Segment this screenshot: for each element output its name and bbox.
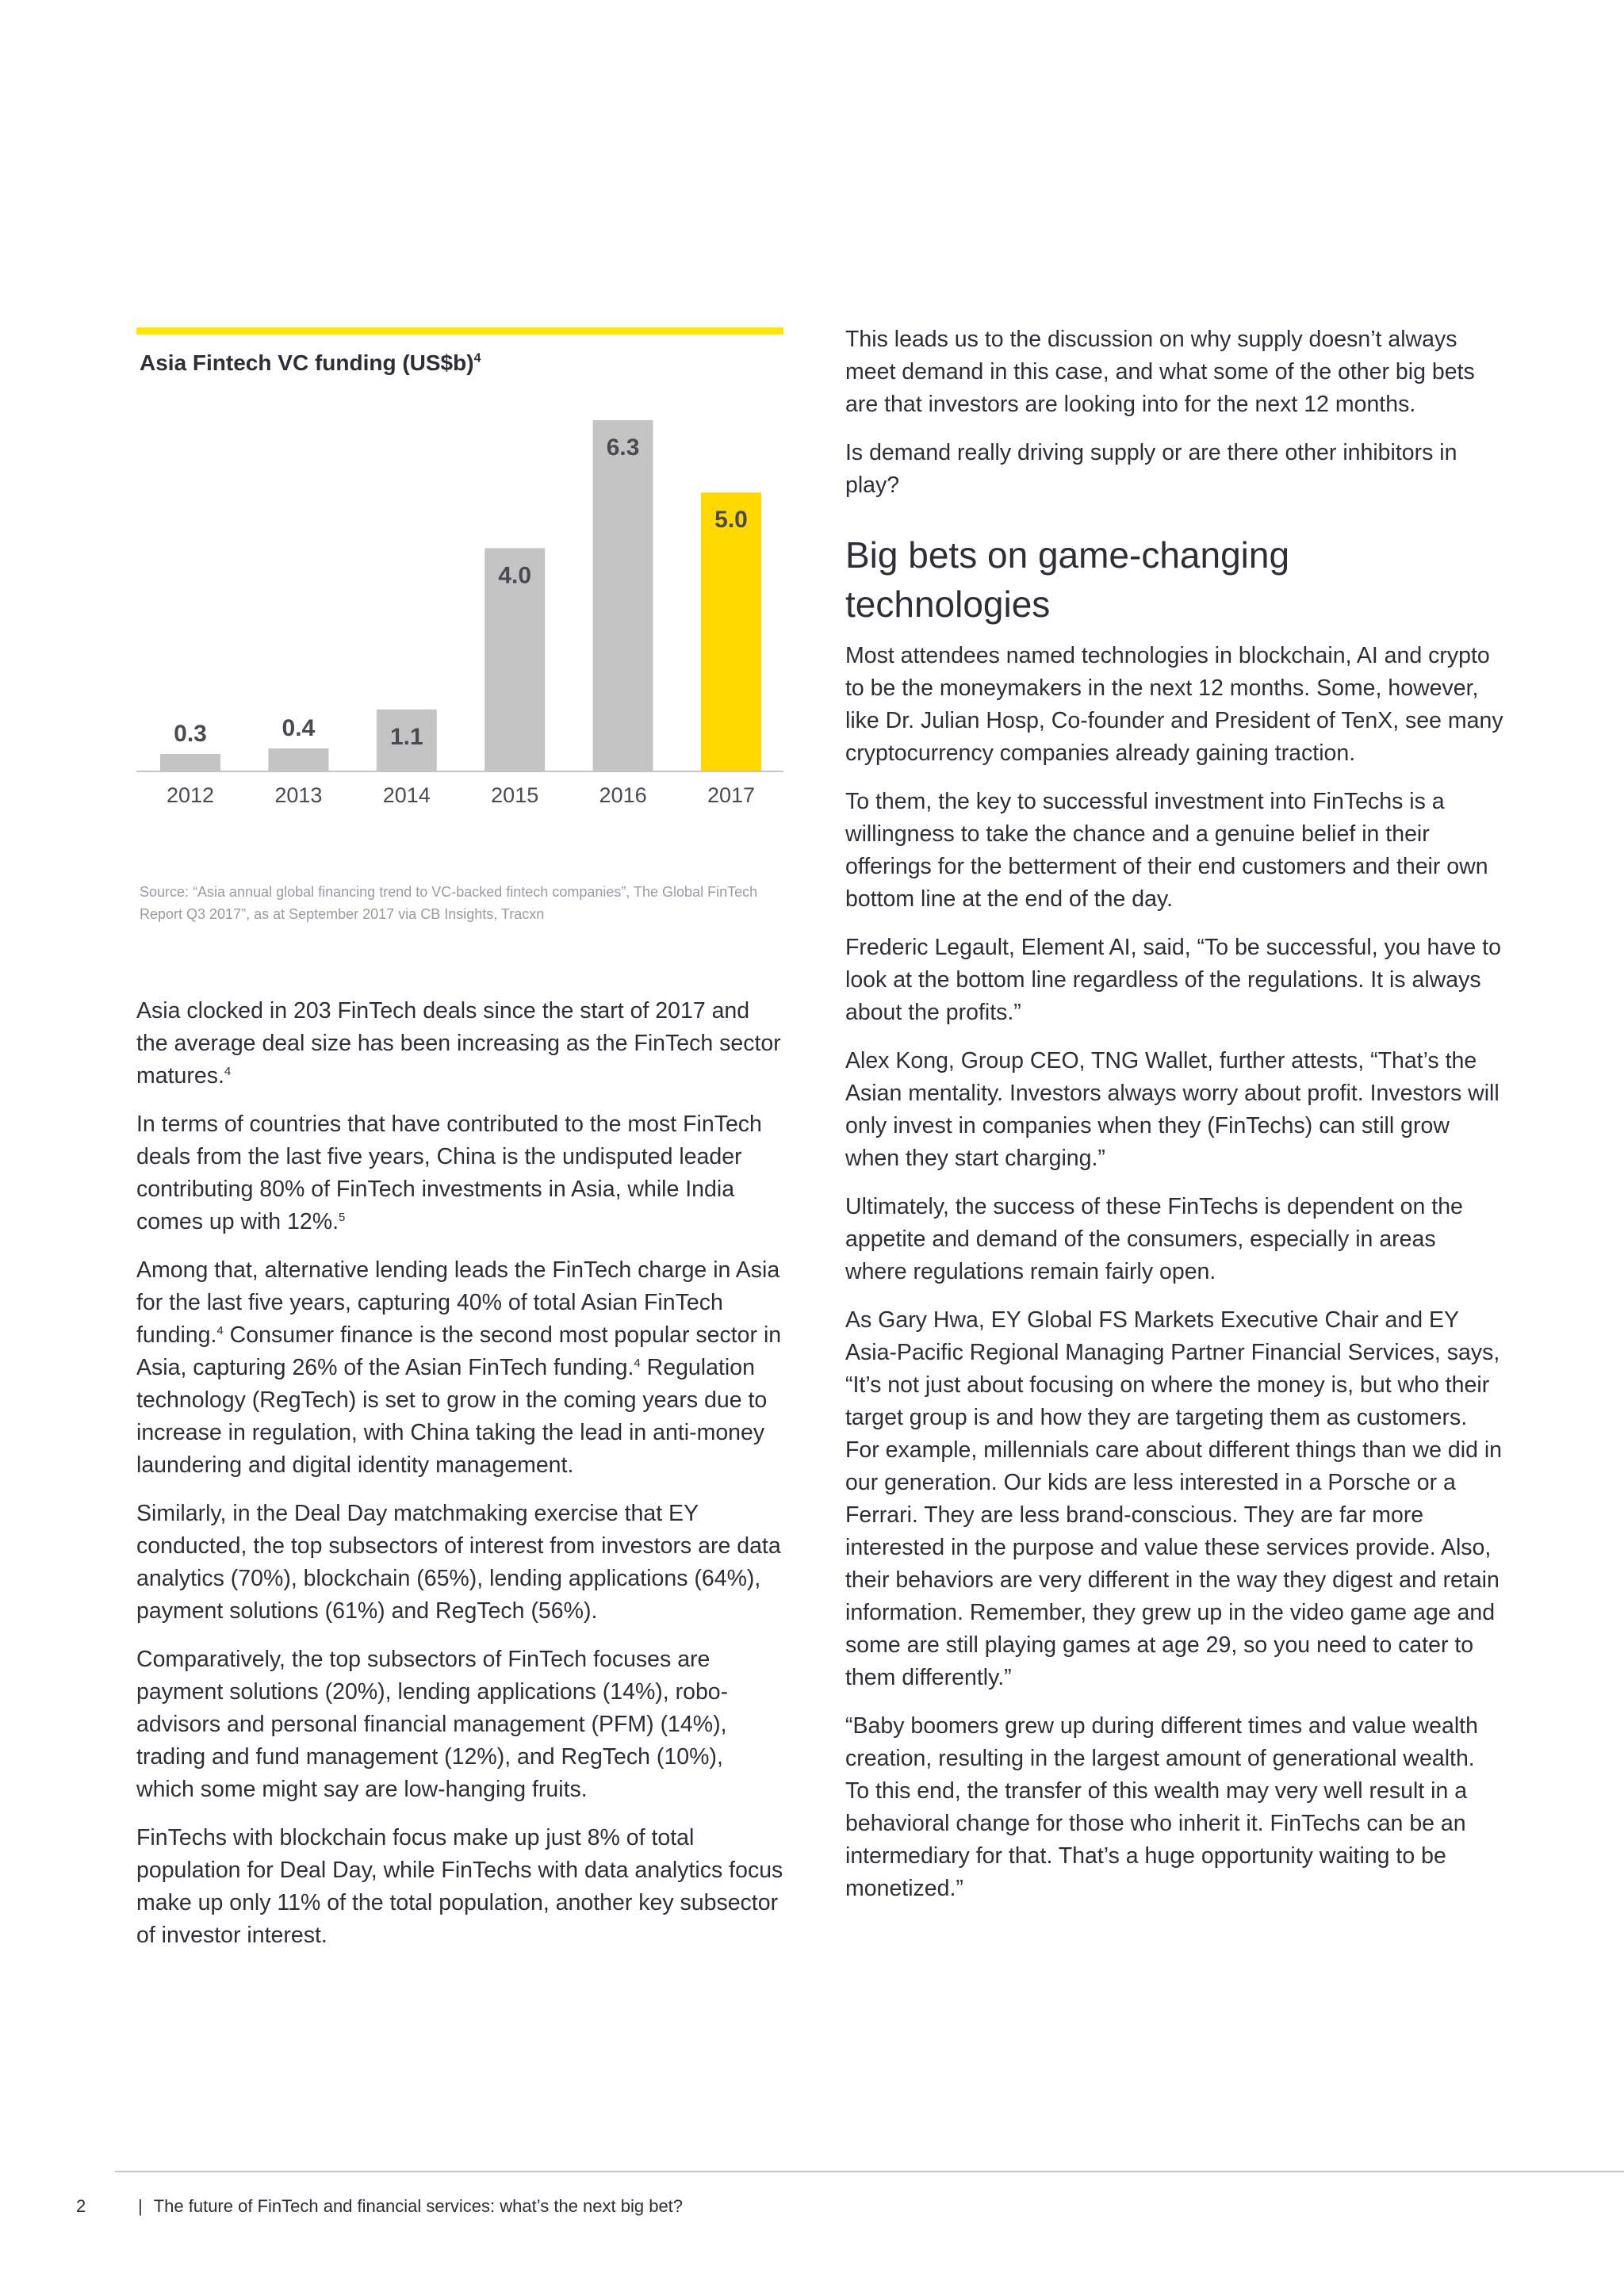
x-tick-label: 2016 xyxy=(599,783,647,807)
chart-source-note: Source: “Asia annual global financing trend to VC-backed fintech companies”, The Global FinTech Report Q3 2017”, as at September 2017 via CB Insights, Tracxn xyxy=(140,884,758,922)
paragraph-text: Comparatively, the top subsectors of FinTech focuses are payment solutions (20%), lending applications (14%), robo-advisors and personal financial management (PFM) (14%), trading and fund management (12%), and RegTech (10%), which some might say are low-hanging fruits. xyxy=(136,1647,729,1802)
body-paragraph: Frederic Legault, Element AI, said, “To be successful, you have to look at the bottom line regardless of the regulations. It is always about the profits.” xyxy=(845,935,1501,1025)
paragraph-text: In terms of countries that have contributed to the most FinTech deals from the last five years, China is the undisputed leader contributing 80% of FinTech investments in Asia, while India comes up with 12%. xyxy=(136,1112,762,1234)
body-paragraph: Alex Kong, Group CEO, TNG Wallet, further attests, “That’s the Asian mentality. Investors always worry about profit. Investors will only invest in companies when they (FinTechs) can still grow when they start charging.” xyxy=(845,1048,1500,1171)
x-tick-label: 2014 xyxy=(382,783,431,807)
bar-value-label: 4.0 xyxy=(498,562,532,589)
paragraph-text: Similarly, in the Deal Day matchmaking exercise that EY conducted, the top subsectors of interest from investors are data analytics (70%), blockchain (65%), lending applications (64%), payment solutions (61%) and RegTech (56%). xyxy=(136,1501,781,1624)
paragraph-text: Consumer finance is the second most popular sector in Asia, capturing 26% of the Asian FinTech funding. xyxy=(136,1322,782,1380)
footnote-ref: 4 xyxy=(224,1065,232,1078)
x-tick-label: 2015 xyxy=(491,783,539,807)
x-tick-label: 2012 xyxy=(166,783,215,807)
body-paragraph: Ultimately, the success of these FinTechs is dependent on the appetite and demand of the consumers, especially in areas where regulations remain fairly open. xyxy=(845,1194,1463,1284)
chart-title-footnote: 4 xyxy=(473,351,481,365)
bar-2013 xyxy=(268,748,328,771)
intro-paragraph-1: This leads us to the discussion on why supply doesn’t always meet demand in this case, and what some of the other big bets are that investors are looking into for the next 12 months. xyxy=(845,327,1475,417)
bar-2017 xyxy=(701,492,761,771)
body-paragraph xyxy=(136,1254,783,1482)
footer-separator: | xyxy=(138,2196,143,2216)
body-paragraph: To them, the key to successful investment into FinTechs is a willingness to take the chance and a genuine belief in their offerings for the betterment of their end customers and their own bottom line at the end of the day. xyxy=(845,789,1488,912)
bar-chart xyxy=(136,375,783,882)
bar-value-label: 0.4 xyxy=(282,714,316,741)
bar-2016 xyxy=(593,420,653,771)
paragraph-text: Among that, alternative lending leads the FinTech charge in Asia for the last five years, capturing 40% of total Asian FinTech funding. xyxy=(136,1257,780,1348)
body-paragraph xyxy=(136,995,783,1093)
body-paragraph xyxy=(136,1108,783,1238)
footnote-ref: 4 xyxy=(634,1357,641,1370)
x-tick-label: 2017 xyxy=(707,783,756,807)
bar-value-label: 0.3 xyxy=(174,720,207,747)
body-paragraph: As Gary Hwa, EY Global FS Markets Executive Chair and EY Asia-Pacific Regional Managing Partner Financial Services, says, “It’s not just about focusing on where the money is, but who their target group is and how they are targeting them as customers. For example, millennials care about different things than we did in our generation. Our kids are less interested in a Porsche or a Ferrari. They are less brand-conscious. They are far more interested in the purpose and value these services provide. Also, their behaviors are very different in the way they digest and retain information. Remember, they grew up in the video game age and some are still playing games at age 29, so you need to cater to them differently.” xyxy=(845,1307,1503,1690)
left-column-text xyxy=(136,995,783,1968)
chart-block xyxy=(136,327,783,922)
chart-title: Asia Fintech VC funding (US$b)$^4$ xyxy=(140,350,481,375)
paragraph-text: FinTechs with blockchain focus make up just 8% of total population for Deal Day, while FinTechs with data analytics focus make up only 11% of the total population, another key subsector of investor interest. xyxy=(136,1825,783,1948)
bar-2012 xyxy=(160,754,220,771)
footnote-ref: 4 xyxy=(216,1324,224,1337)
bar-value-label: 1.1 xyxy=(389,723,423,750)
bar-value-label: 5.0 xyxy=(714,507,748,534)
body-paragraph: “Baby boomers grew up during different times and value wealth creation, resulting in the largest amount of generational wealth. To this end, the transfer of this wealth may very well result in a behavioral change for those who inherit it. FinTechs can be an intermediary for that. That’s a huge opportunity waiting to be monetized.” xyxy=(845,1713,1478,1901)
x-tick-label: 2013 xyxy=(274,783,323,807)
body-paragraph xyxy=(136,1822,783,1952)
footer-divider xyxy=(115,2171,1624,2172)
page-number: 2 xyxy=(76,2196,86,2216)
section-heading: Big bets on game-changing technologies xyxy=(845,534,1290,625)
intro-paragraph-2: Is demand really driving supply or are there other inhibitors in play? xyxy=(845,440,1457,498)
page-footer xyxy=(76,2196,683,2217)
body-paragraph xyxy=(136,1498,783,1628)
paragraph-text: Regulation technology (RegTech) is set to grow in the coming years due to increase in regulation, with China taking the lead in anti-money laundering and digital identity management. xyxy=(136,1355,768,1478)
footnote-ref: 5 xyxy=(339,1211,346,1224)
chart-accent-bar xyxy=(136,327,783,335)
right-column-text xyxy=(845,323,1503,1921)
bar-value-label: 6.3 xyxy=(606,434,640,461)
paragraph-text: Asia clocked in 203 FinTech deals since the start of 2017 and the average deal size has been increasing as the FinTech sector matures. xyxy=(136,998,781,1089)
footer-title: The future of FinTech and financial services: what’s the next big bet? xyxy=(153,2196,684,2216)
body-paragraph: Most attendees named technologies in blockchain, AI and crypto to be the moneymakers in the next 12 months. Some, however, like Dr. Julian Hosp, Co-founder and President of TenX, see many cryptocurrency companies already gaining traction. xyxy=(845,643,1503,766)
body-paragraph xyxy=(136,1644,783,1806)
